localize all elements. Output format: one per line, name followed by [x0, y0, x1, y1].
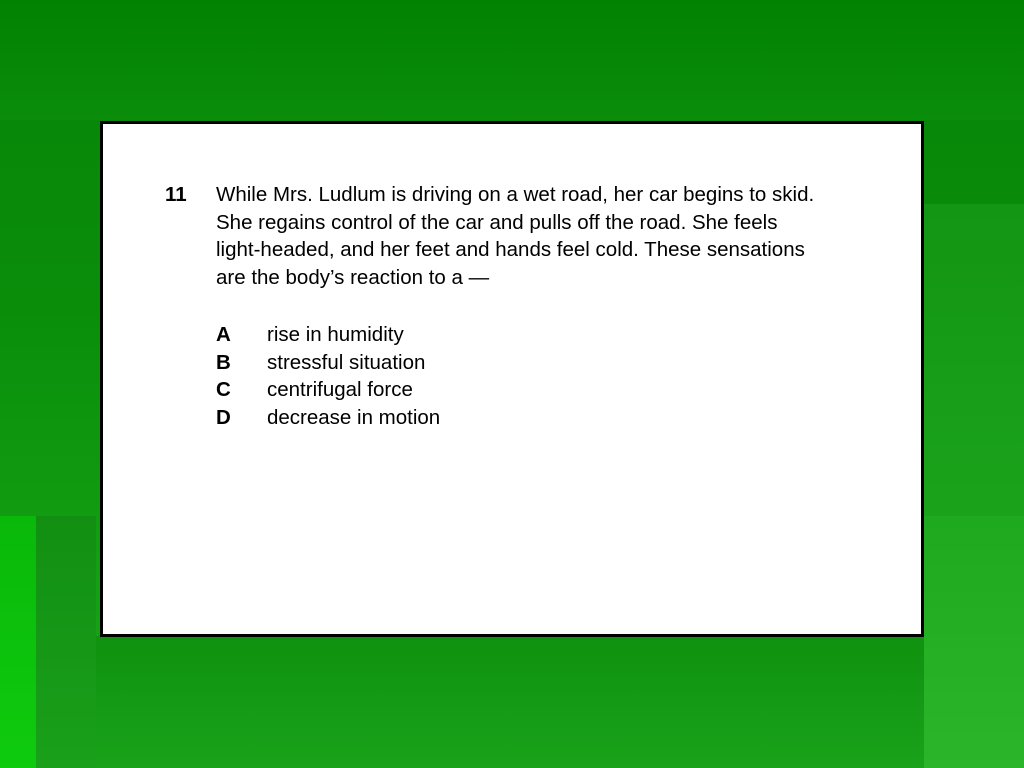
choice-a[interactable] — [216, 321, 816, 349]
choice-letter: B — [216, 350, 231, 374]
choice-letter: C — [216, 378, 231, 401]
background-bottom — [96, 636, 924, 768]
choice-d[interactable] — [216, 404, 816, 432]
choice-letter: D — [216, 405, 231, 429]
choice-letter: A — [216, 323, 231, 346]
question-card — [100, 121, 924, 637]
choice-c[interactable] — [216, 376, 816, 404]
question-line: While Mrs. Ludlum is driving on a wet road, her car begins to skid. — [216, 183, 815, 206]
choice-text: rise in humidity — [267, 323, 404, 346]
background-right-panel-lower — [924, 516, 1024, 768]
choice-text: decrease in motion — [267, 405, 441, 429]
answer-choices — [216, 321, 816, 431]
background-left-panel — [36, 516, 96, 768]
question-number: 11 — [165, 183, 187, 206]
choice-b[interactable] — [216, 349, 816, 377]
background-top — [0, 0, 1024, 120]
choice-text: stressful situation — [267, 350, 426, 374]
question-line: light-headed, and her feet and hands feel cold. These sensations — [216, 238, 805, 261]
choice-text: centrifugal force — [267, 378, 413, 401]
question-line: are the body’s reaction to a — — [216, 265, 490, 289]
question-line: She regains control of the car and pulls off the road. She feels — [216, 210, 778, 234]
question-text — [216, 181, 896, 291]
background-left-stripe — [0, 516, 36, 768]
